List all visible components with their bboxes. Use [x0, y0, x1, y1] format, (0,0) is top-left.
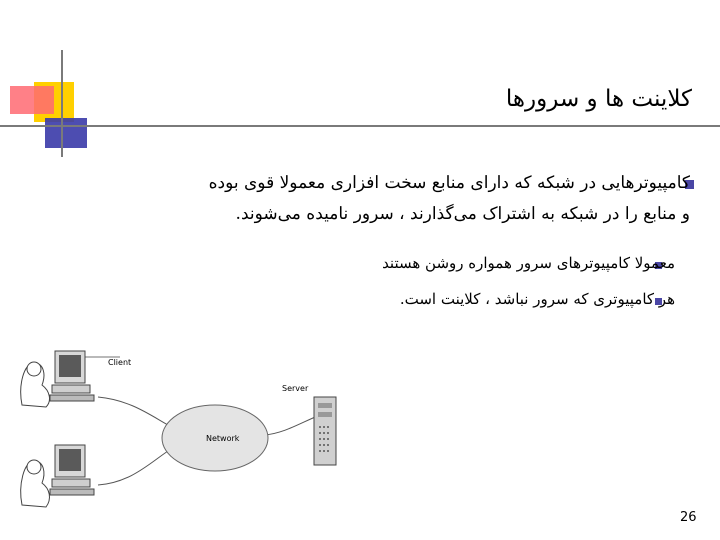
bullet-text-line: کامپیوترهایی در شبکه که دارای منابع سخت افزاری معمولا قوی بوده — [208, 173, 690, 193]
link-client-2 — [98, 451, 168, 485]
server-tower-icon — [314, 397, 336, 465]
decor-square-red — [10, 86, 54, 114]
client-server-diagram — [10, 345, 340, 515]
sub-bullet-text: معمولا کامپیوترهای سرور همواره روشن هستند — [382, 254, 675, 272]
sub-bullet-text: هر کامپیوتری که سرور نباشد ، کلاینت است. — [399, 290, 675, 308]
client-label: Client — [108, 358, 132, 367]
bullet-text-line: و منابع را در شبکه به اشتراک می‌گذارند ، سرور نامیده می‌شوند. — [235, 204, 690, 224]
keyboard-icon — [52, 479, 90, 487]
title-divider-line — [0, 125, 720, 127]
decor-square-blue — [45, 118, 87, 148]
decor-vertical-line — [61, 50, 63, 157]
link-server — [265, 415, 320, 435]
client-computer-1 — [21, 351, 94, 407]
client-computer-2 — [21, 445, 94, 507]
network-label: Network — [206, 434, 240, 443]
page-number: 26 — [680, 510, 697, 525]
server-label: Server — [282, 384, 309, 393]
link-client-1 — [98, 397, 168, 425]
slide-title: کلاینت ها و سرورها — [505, 86, 692, 112]
keyboard-icon — [52, 385, 90, 393]
